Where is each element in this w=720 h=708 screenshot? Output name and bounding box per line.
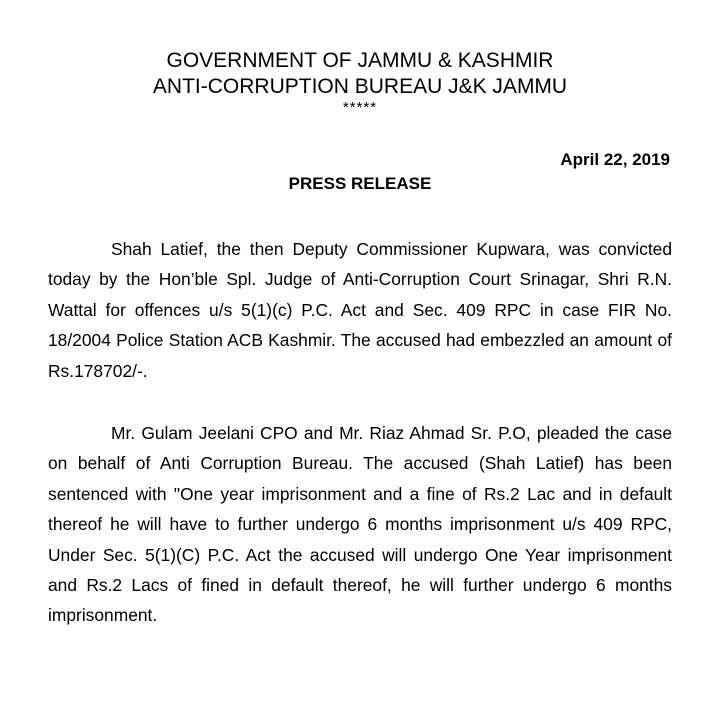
header-bureau-line: ANTI-CORRUPTION BUREAU J&K JAMMU [152, 75, 568, 98]
release-date: April 22, 2019 [560, 150, 670, 169]
document-title: PRESS RELEASE [288, 174, 432, 193]
header-separator-stars: ***** [342, 99, 378, 116]
paragraph-conviction: Shah Latief, the then Deputy Commissioner Kupwara, was convicted today by the Hon’ble Spl. Judge of Anti-Corruption Court Srinagar, Shri R.N. Wattal for offences u/s 5(1)(c) P.C. Act and Sec. 409 RPC in case FIR No. 18/2004 Police Station ACB Kashmir. The accused had embezzled an amount of Rs.178702/-. [48, 239, 672, 381]
document-header [0, 48, 720, 116]
header-government-line: GOVERNMENT OF JAMMU & KASHMIR [166, 49, 554, 72]
paragraph-sentence: Mr. Gulam Jeelani CPO and Mr. Riaz Ahmad Sr. P.O, pleaded the case on behalf of Anti Corruption Bureau. The accused (Shah Latief) has been sentenced with "One year imprisonment and a fine of Rs.2 Lac and in default thereof he will have to further undergo 6 months imprisonment u/s 409 RPC, Under Sec. 5(1)(C) P.C. Act the accused will undergo One Year imprisonment and Rs.2 Lacs of fined in default thereof, he will further undergo 6 months imprisonment. [48, 423, 672, 626]
